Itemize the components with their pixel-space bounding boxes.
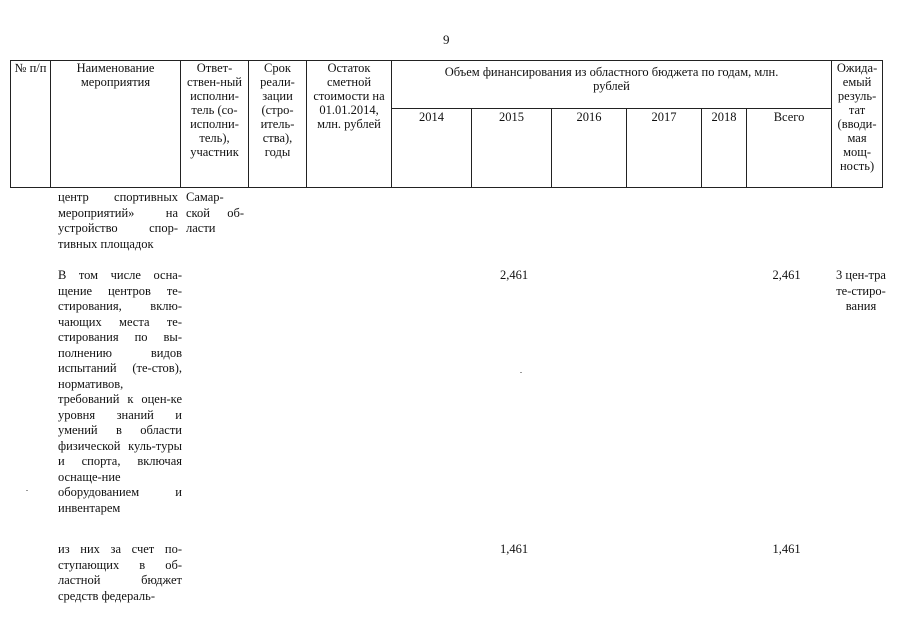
header-year-2015: 2015	[472, 109, 552, 188]
row-2-total: 2,461	[772, 268, 801, 282]
row-2-expected-result: 3 цен-тра те-стиро-вания	[836, 268, 886, 313]
scan-speck	[520, 372, 522, 373]
row-1-responsible: Самар-ской об-ласти	[186, 190, 244, 235]
header-financing: Объем финансирования из областного бюджета по годам, млн. рублей	[392, 61, 832, 109]
header-year-2014: 2014	[392, 109, 472, 188]
header-total: Всего	[747, 109, 832, 188]
row-2-2015: 2,461	[499, 268, 529, 282]
header-year-2016: 2016	[552, 109, 627, 188]
page-number: 9	[443, 32, 450, 47]
row-3-total: 1,461	[772, 542, 801, 556]
scan-speck	[26, 490, 28, 491]
header-balance: Остаток сметной стоимости на 01.01.2014, млн. рублей	[307, 61, 392, 188]
row-3-name: из них за счет по-ступающих в об-ластной бюджет средств федераль-	[58, 542, 182, 603]
header-year-2017: 2017	[627, 109, 702, 188]
table-header	[10, 60, 883, 188]
row-1-name: центр спортивных мероприятий» на устройство спор-тивных площадок	[58, 190, 178, 251]
row-2-name: В том числе осна-щение центров те-стирования, вклю-чающих места те-стирования по вы-полнению видов испытаний (те-стов), нормативов, требований к оцен-ке уровня знаний и умений в области физической куль-туры и спорта, включая оснаще-ние оборудованием и инвентарем	[58, 268, 182, 515]
header-num: № п/п	[11, 61, 51, 188]
header-year-2018: 2018	[702, 109, 747, 188]
header-responsible: Ответ-ствен-ный исполни-тель (со-исполни-тель), участник	[181, 61, 249, 188]
header-expected-result: Ожида-емый резуль-тат (вводи-мая мощ-ность)	[832, 61, 883, 188]
header-name: Наименование мероприятия	[51, 61, 181, 188]
header-term: Срок реали-зации (стро-итель-ства), годы	[249, 61, 307, 188]
row-3-2015: 1,461	[499, 542, 529, 556]
